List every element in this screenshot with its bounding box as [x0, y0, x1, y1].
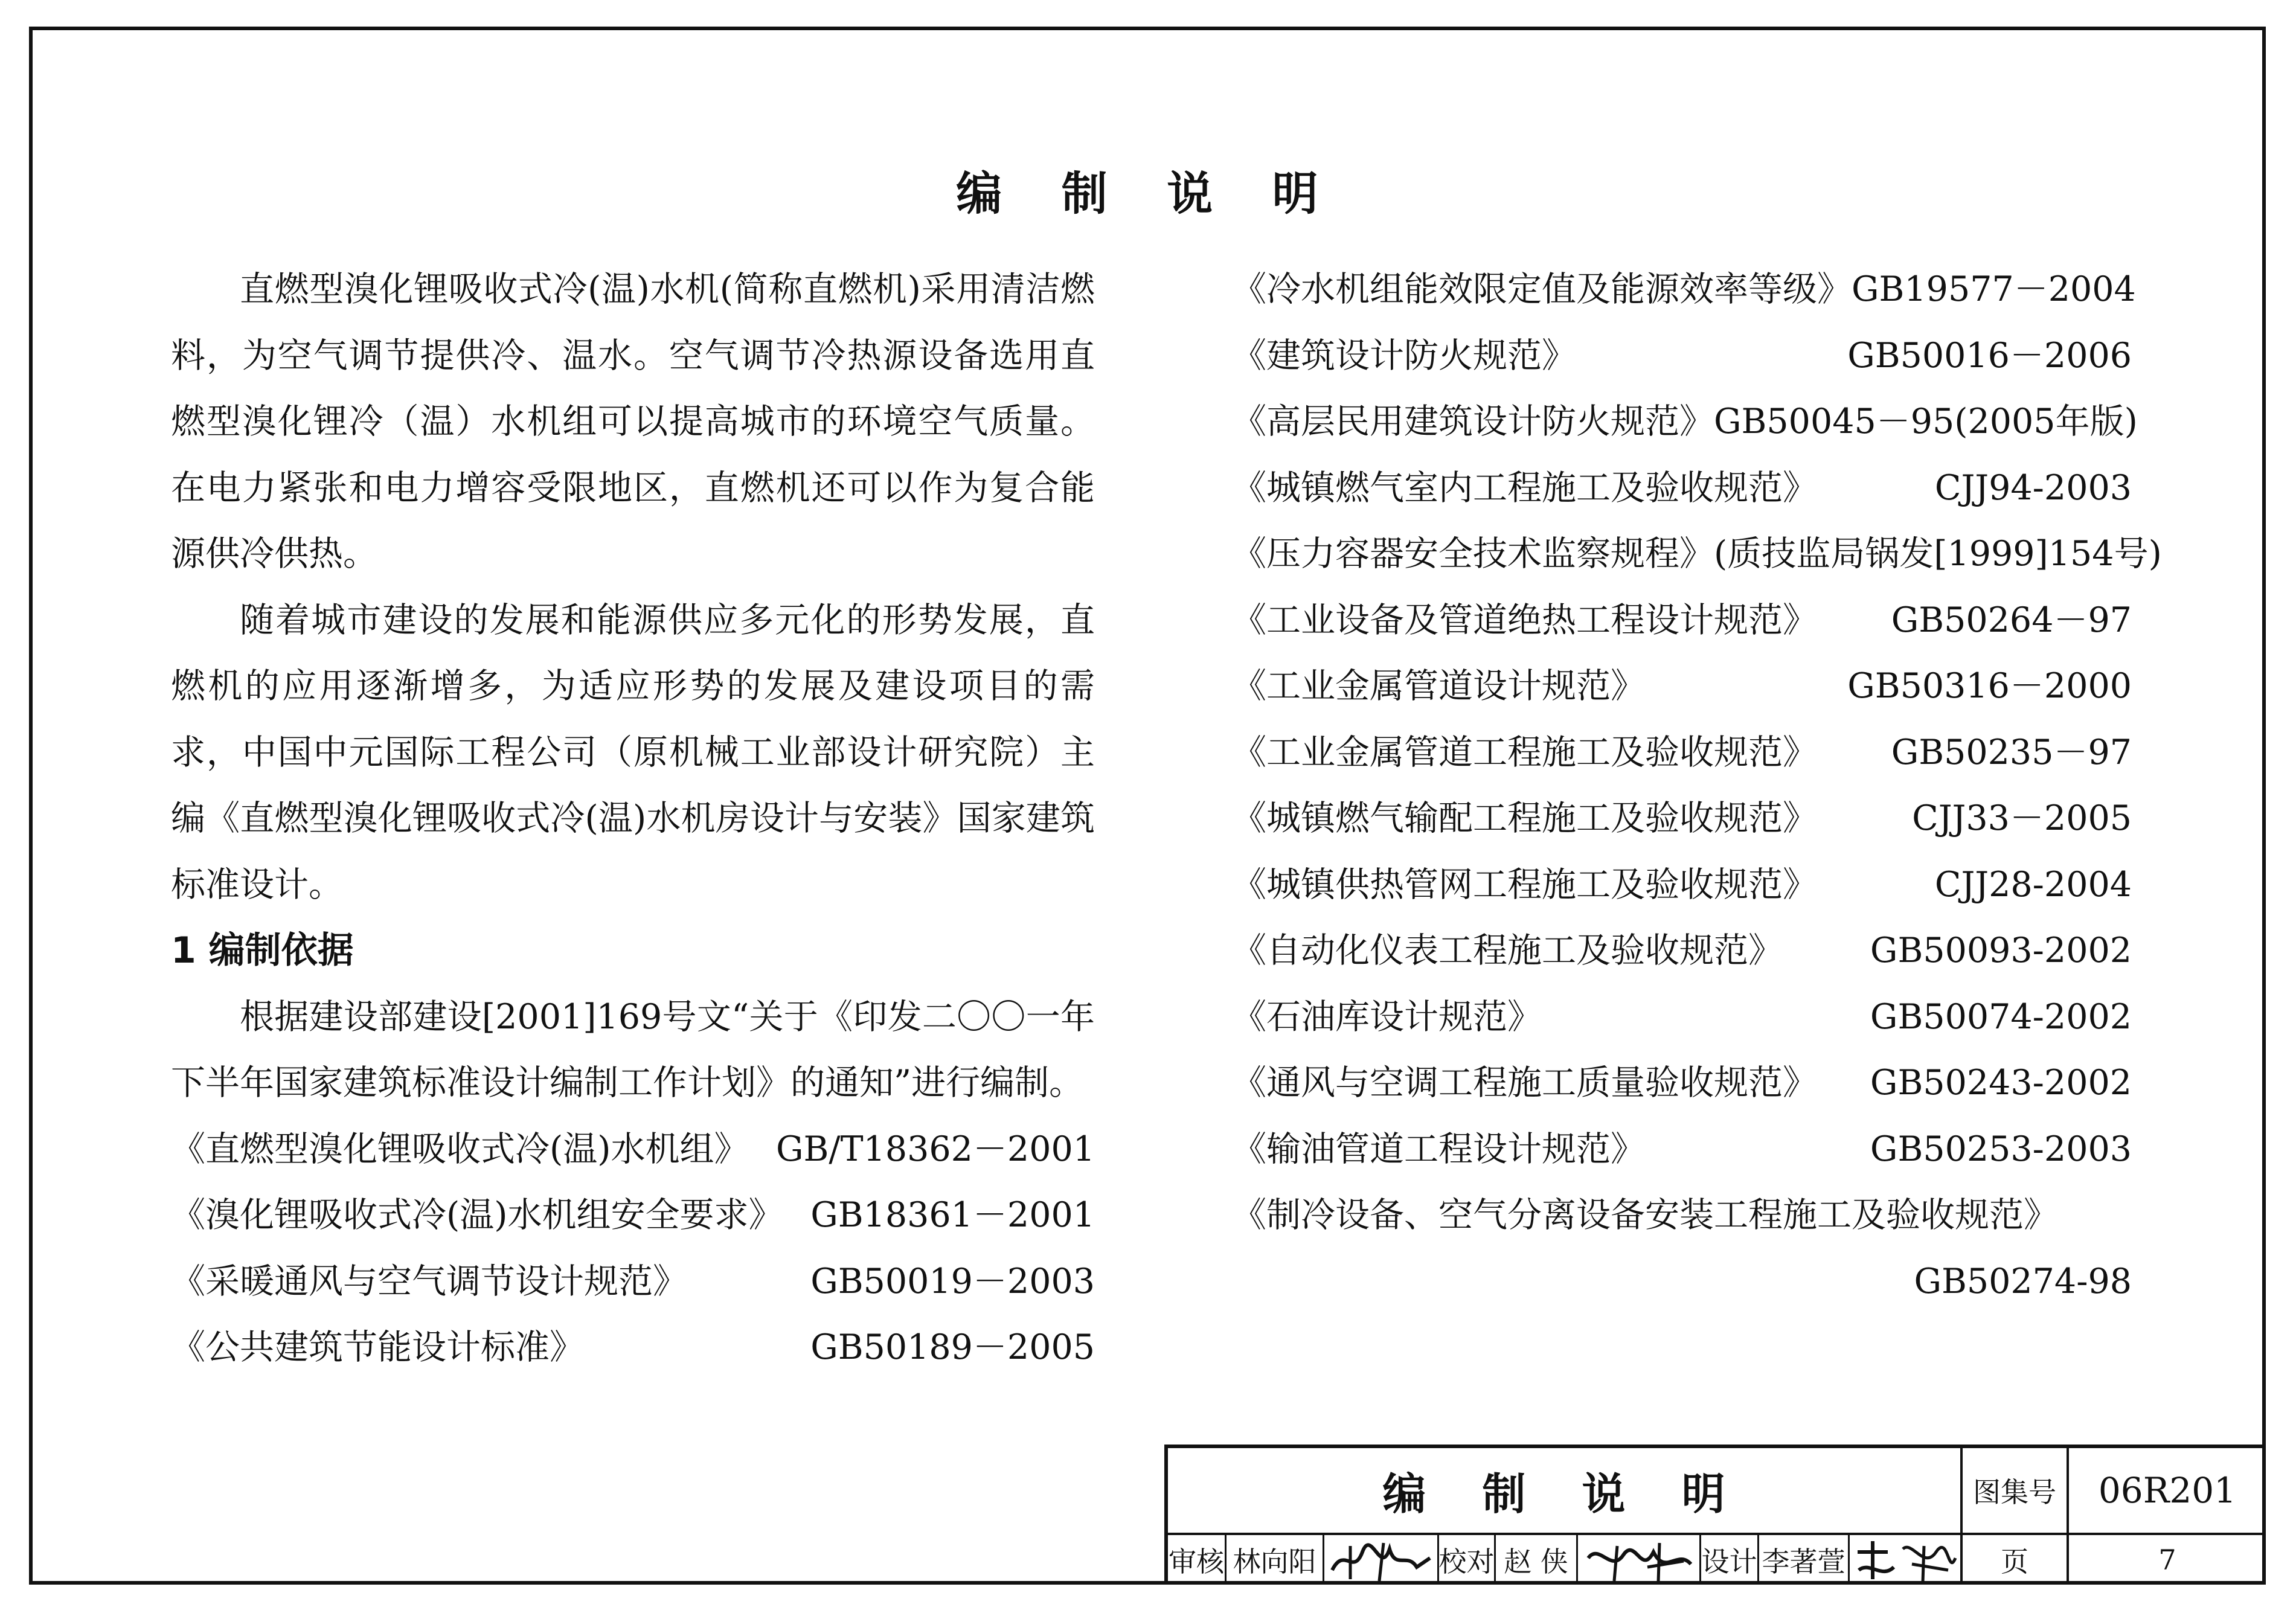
standard-item	[1232, 1050, 2132, 1117]
standard-code: GB50235－97	[1891, 732, 2132, 772]
section-text: 根据建设部建设[2001]169号文“关于《印发二〇〇一年下半年国家建筑标准设计编制工作计划》的通知”进行编制。	[171, 996, 1095, 1103]
standard-code: CJJ28-2004	[1934, 864, 2132, 905]
standard-name: 《高层民用建筑设计防火规范》	[1232, 402, 1714, 441]
standard-code: GB50316－2000	[1847, 666, 2132, 706]
standard-name: 《通风与空调工程施工质量验收规范》	[1232, 1063, 1817, 1103]
standard-item	[1232, 786, 2132, 852]
standard-name: 《工业金属管道工程施工及验收规范》	[1232, 732, 1817, 772]
reviewer-name: 林向阳	[1233, 1545, 1316, 1578]
standard-item	[1232, 720, 2132, 786]
atlas-label: 图集号	[1973, 1476, 2056, 1509]
design-label: 设计	[1701, 1545, 1757, 1578]
page-number: 7	[2158, 1544, 2176, 1576]
standard-name: 《采暖通风与空气调节设计规范》	[171, 1261, 687, 1301]
standard-item	[1232, 1117, 2132, 1183]
standard-item	[1232, 389, 2138, 455]
standard-item	[1232, 918, 2132, 984]
standard-code: GB50093-2002	[1870, 931, 2132, 970]
title-block-divider	[1323, 1533, 1324, 1585]
right-column	[1232, 257, 2162, 1315]
standard-name: 《城镇供热管网工程施工及验收规范》	[1232, 864, 1817, 905]
page-title: 编 制 说 明	[956, 167, 1340, 220]
standard-name: 《公共建筑节能设计标准》	[171, 1327, 584, 1367]
title-block-title: 编 制 说 明	[1382, 1469, 1746, 1519]
checker-name: 赵 侠	[1504, 1545, 1568, 1578]
standard-name: 《冷水机组能效限定值及能源效率等级》	[1232, 269, 1852, 309]
atlas-number: 06R201	[2098, 1470, 2237, 1511]
standard-code: GB19577－2004	[1852, 269, 2136, 309]
standard-item	[1232, 653, 2132, 720]
standard-name: 《压力容器安全技术监察规程》	[1232, 534, 1714, 574]
designer-name: 李著萱	[1762, 1545, 1845, 1578]
standard-code: GB50045－95(2005年版)	[1714, 402, 2138, 441]
section-heading: 1 编制依据	[171, 929, 354, 972]
standard-name: 《建筑设计防火规范》	[1232, 335, 1576, 376]
standard-name: 《城镇燃气室内工程施工及验收规范》	[1232, 467, 1817, 508]
standard-code: GB18361－2001	[810, 1195, 1095, 1235]
designer-signature	[1852, 1534, 1959, 1586]
standard-code: GB50243-2002	[1870, 1063, 2132, 1103]
standard-code: GB/T18362－2001	[775, 1129, 1095, 1169]
review-label: 审核	[1169, 1545, 1224, 1578]
standard-item	[1232, 521, 2162, 588]
left-column	[171, 257, 1095, 1381]
standard-code: CJJ94-2003	[1934, 467, 2132, 508]
standard-code: CJJ33－2005	[1912, 798, 2132, 838]
standard-name: 《工业设备及管道绝热工程设计规范》	[1232, 600, 1817, 640]
standard-name: 《制冷设备、空气分离设备安装工程施工及验收规范》	[1232, 1195, 2058, 1235]
standard-code: GB50274-98	[1914, 1261, 2132, 1301]
title-block-divider	[1576, 1533, 1578, 1585]
standard-item	[171, 1117, 1095, 1183]
standard-name: 《工业金属管道设计规范》	[1232, 666, 1645, 706]
checker-signature	[1581, 1534, 1697, 1586]
standard-item	[1232, 323, 2132, 390]
standard-item	[171, 1182, 1095, 1249]
standard-code: GB50074-2002	[1870, 996, 2132, 1037]
standard-item	[1232, 455, 2132, 522]
standard-name: 《输油管道工程设计规范》	[1232, 1129, 1645, 1169]
standard-code: GB50264－97	[1891, 600, 2132, 640]
intro-paragraph-1: 直燃型溴化锂吸收式冷(温)水机(简称直燃机)采用清洁燃料，为空气调节提供冷、温水。空气调节冷热源设备选用直燃型溴化锂冷（温）水机组可以提高城市的环境空气质量。在电力紧张和电力增容受限地区，直燃机还可以作为复合能源供冷供热。	[171, 269, 1095, 574]
standard-name: 《溴化锂吸收式冷(温)水机组安全要求》	[171, 1195, 783, 1235]
standard-name: 《自动化仪表工程施工及验收规范》	[1232, 931, 1783, 970]
standard-item	[1232, 257, 2136, 323]
standard-item	[171, 1249, 1095, 1315]
standard-code: GB50253-2003	[1870, 1129, 2132, 1169]
intro-paragraph-2: 随着城市建设的发展和能源供应多元化的形势发展，直燃机的应用逐渐增多，为适应形势的发展及建设项目的需求，中国中元国际工程公司（原机械工业部设计研究院）主编《直燃型溴化锂吸收式冷(温)水机房设计与安装》国家建筑标准设计。	[171, 600, 1095, 905]
standard-code: (质技监局锅发[1999]154号)	[1714, 534, 2162, 574]
standard-item	[1232, 588, 2132, 654]
standard-code: GB50189－2005	[810, 1327, 1095, 1367]
standard-name: 《城镇燃气输配工程施工及验收规范》	[1232, 798, 1817, 838]
standard-name: 《直燃型溴化锂吸收式冷(温)水机组》	[171, 1129, 749, 1169]
reviewer-signature	[1326, 1534, 1435, 1586]
standard-item	[1232, 984, 2132, 1051]
standard-code: GB50019－2003	[810, 1261, 1095, 1301]
standard-item	[1232, 852, 2132, 919]
standard-item	[171, 1315, 1095, 1381]
page-label: 页	[2001, 1545, 2028, 1578]
standard-code: GB50016－2006	[1847, 335, 2132, 376]
check-label: 校对	[1438, 1545, 1495, 1578]
title-block	[1164, 1445, 2266, 1585]
title-block-divider	[1848, 1533, 1850, 1585]
standard-name: 《石油库设计规范》	[1232, 996, 1542, 1037]
